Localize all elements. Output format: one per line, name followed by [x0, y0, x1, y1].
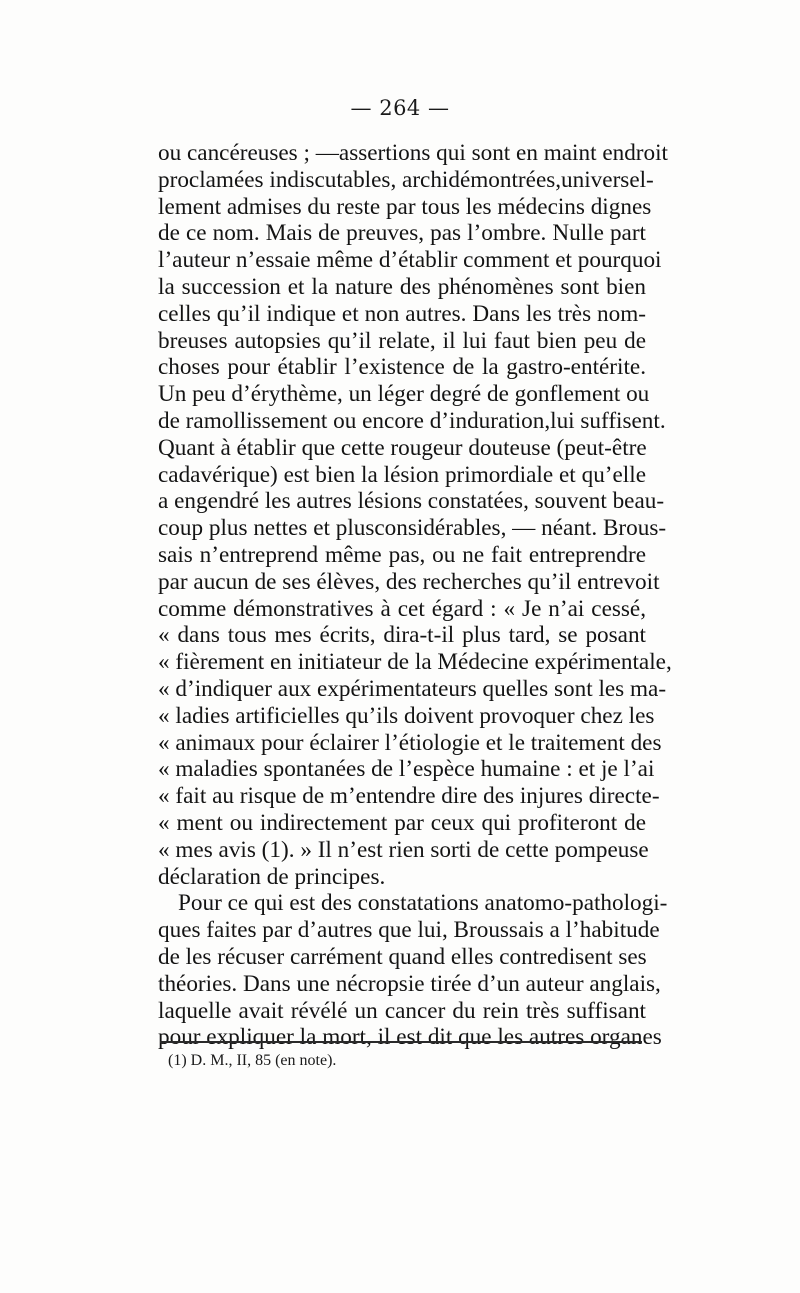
text-line: cadavérique) est bien la lésion primordiale et qu’elle — [158, 461, 646, 488]
text-line: celles qu’il indique et non autres. Dans les très nom- — [158, 300, 646, 327]
text-line: Quant à établir que cette rougeur douteuse (peut-être — [158, 434, 647, 461]
text-line: par aucun de ses élèves, des recherches qu’il entrevoit — [158, 568, 660, 595]
paragraph-start-line: Pour ce qui est des constatations anatomo-pathologi- — [178, 890, 668, 917]
text-line: proclamées indiscutables, archidémontrées,universel- — [158, 166, 654, 193]
text-line: Un peu d’érythème, un léger degré de gonflement ou — [158, 381, 650, 408]
text-line: laquelle avait révélé un cancer du rein très suffisant — [158, 997, 646, 1024]
footnote-divider — [160, 1041, 642, 1043]
text-line: « mes avis (1). » Il n’est rien sorti de cette pompeuse — [158, 836, 649, 863]
footnote: (1) D. M., II, 85 (en note). — [168, 1052, 337, 1069]
text-line: pour expliquer la mort, il est dit que les autres organes — [158, 1024, 662, 1051]
text-line: la succession et la nature des phénomènes sont bien — [158, 273, 646, 300]
text-line: de ramollissement ou encore d’induration,lui suffisent. — [158, 407, 666, 434]
text-line: coup plus nettes et plusconsidérables, — néant. Brous- — [158, 515, 667, 542]
text-line: de les récuser carrément quand elles contredisent ses — [158, 943, 647, 970]
text-line: « animaux pour éclairer l’étiologie et le traitement des — [158, 729, 662, 756]
page-number: — 264 — — [350, 96, 450, 120]
text-line: « fièrement en initiateur de la Médecine expérimentale, — [158, 649, 672, 676]
text-line: « ment ou indirectement par ceux qui profiteront de — [158, 809, 646, 836]
text-line: ou cancéreuses ; —assertions qui sont en maint endroit — [158, 140, 669, 166]
text-line: sais n’entreprend même pas, ou ne fait entreprendre — [158, 541, 646, 568]
text-line: « ladies artificielles qu’ils doivent provoquer chez les — [158, 702, 655, 729]
text-line: breuses autopsies qu’il relate, il lui faut bien peu de — [158, 327, 646, 354]
body-text — [158, 140, 672, 1051]
text-line: « dans tous mes écrits, dira-t-il plus tard, se posant — [158, 622, 646, 649]
text-line: lement admises du reste par tous les médecins dignes — [158, 193, 652, 220]
text-line: « maladies spontanées de l’espèce humaine : et je l’ai — [158, 756, 655, 783]
text-line: choses pour établir l’existence de la gastro-entérite. — [158, 354, 646, 381]
text-line: l’auteur n’essaie même d’établir comment et pourquoi — [158, 247, 662, 274]
text-line: « d’indiquer aux expérimentateurs quelles sont les ma- — [158, 675, 667, 702]
text-line: a engendré les autres lésions constatées, souvent beau- — [158, 488, 665, 515]
text-line: de ce nom. Mais de preuves, pas l’ombre. Nulle part — [158, 220, 646, 247]
text-line: comme démonstratives à cet égard : « Je n’ai cessé, — [158, 595, 646, 622]
text-line: ques faites par d’autres que lui, Broussais a l’habitude — [158, 917, 660, 944]
paragraph-end-line: déclaration de principes. — [158, 863, 386, 890]
text-line: « fait au risque de m’entendre dire des injures directe- — [158, 783, 660, 810]
text-line: théories. Dans une nécropsie tirée d’un auteur anglais, — [158, 970, 661, 997]
